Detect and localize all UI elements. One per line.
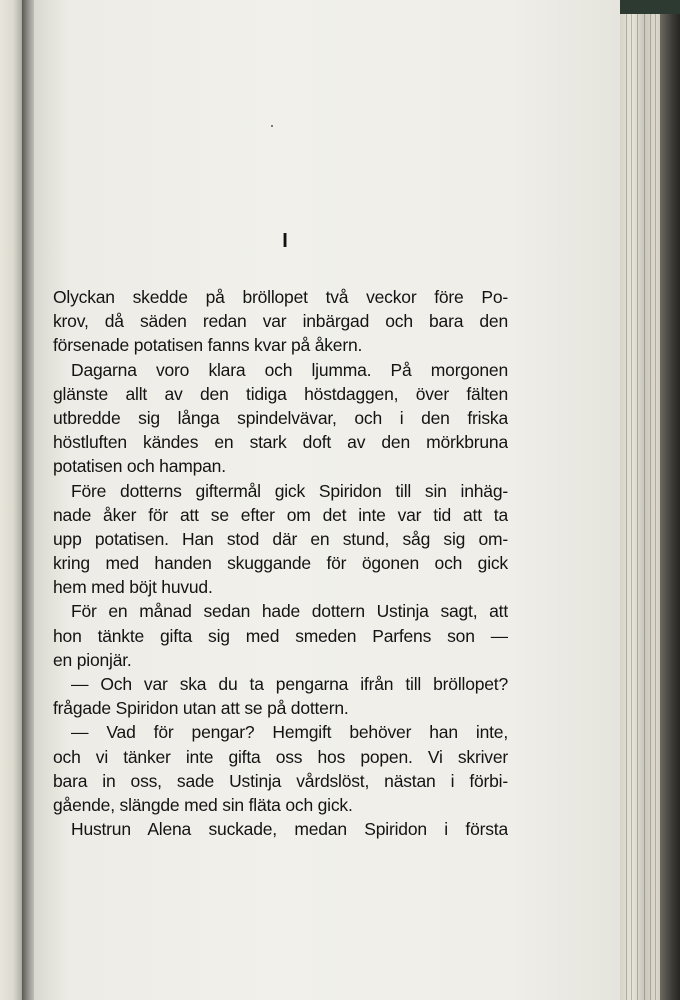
text-line: För en månad sedan hade dottern Ustinja sagt, att bbox=[71, 601, 508, 622]
text-line: krov, då säden redan var inbärgad och bara den bbox=[53, 311, 508, 332]
paragraph-2 bbox=[53, 358, 508, 479]
text-line: höstluften kändes en stark doft av den mörkbruna bbox=[53, 432, 508, 453]
text-line: Före dotterns giftermål gick Spiridon till sin inhäg- bbox=[71, 480, 508, 501]
text-line: — Vad för pengar? Hemgift behöver han inte, bbox=[71, 722, 508, 743]
page-speck bbox=[271, 125, 273, 127]
text-line: Dagarna voro klara och ljumma. På morgonen bbox=[71, 359, 508, 380]
text-line: bara in oss, sade Ustinja vårdslöst, nästan i förbi- bbox=[53, 770, 508, 791]
paragraph-4 bbox=[53, 599, 508, 672]
text-line: potatisen och hampan. bbox=[53, 456, 226, 477]
text-line: frågade Spiridon utan att se på dottern. bbox=[53, 698, 349, 719]
text-line: kring med handen skuggande för ögonen och gick bbox=[53, 553, 508, 574]
text-line: gående, slängde med sin fläta och gick. bbox=[53, 794, 353, 815]
text-line: Hustrun Alena suckade, medan Spiridon i första bbox=[71, 819, 508, 840]
text-line: försenade potatisen fanns kvar på åkern. bbox=[53, 335, 363, 356]
text-line: och vi tänker inte gifta oss hos popen. Vi skriver bbox=[53, 746, 508, 767]
text-line: upp potatisen. Han stod där en stund, såg sig om- bbox=[53, 528, 508, 549]
text-line: nade åker för att se efter om det inte var tid att ta bbox=[53, 504, 508, 525]
book-cover-edge bbox=[660, 0, 680, 1000]
text-line: hon tänkte gifta sig med smeden Parfens son — bbox=[53, 625, 508, 646]
paragraph-7 bbox=[53, 817, 508, 841]
left-page-edge bbox=[0, 0, 24, 1000]
text-line: Olyckan skedde på bröllopet två veckor före Po- bbox=[53, 287, 508, 307]
body-text bbox=[53, 285, 508, 841]
paragraph-3 bbox=[53, 479, 508, 600]
text-line: hem med böjt huvud. bbox=[53, 577, 213, 598]
text-line: — Och var ska du ta pengarna ifrån till bröllopet? bbox=[71, 674, 508, 694]
text-line: glänste allt av den tidiga höstdaggen, över fälten bbox=[53, 383, 508, 404]
text-line: en pionjär. bbox=[53, 649, 132, 670]
paragraph-6 bbox=[53, 720, 508, 817]
text-line: utbredde sig långa spindelvävar, och i den friska bbox=[53, 407, 508, 428]
chapter-heading: I bbox=[282, 230, 288, 252]
cover-top-corner bbox=[620, 0, 680, 14]
paragraph-1 bbox=[53, 285, 508, 358]
paragraph-5 bbox=[53, 672, 508, 720]
